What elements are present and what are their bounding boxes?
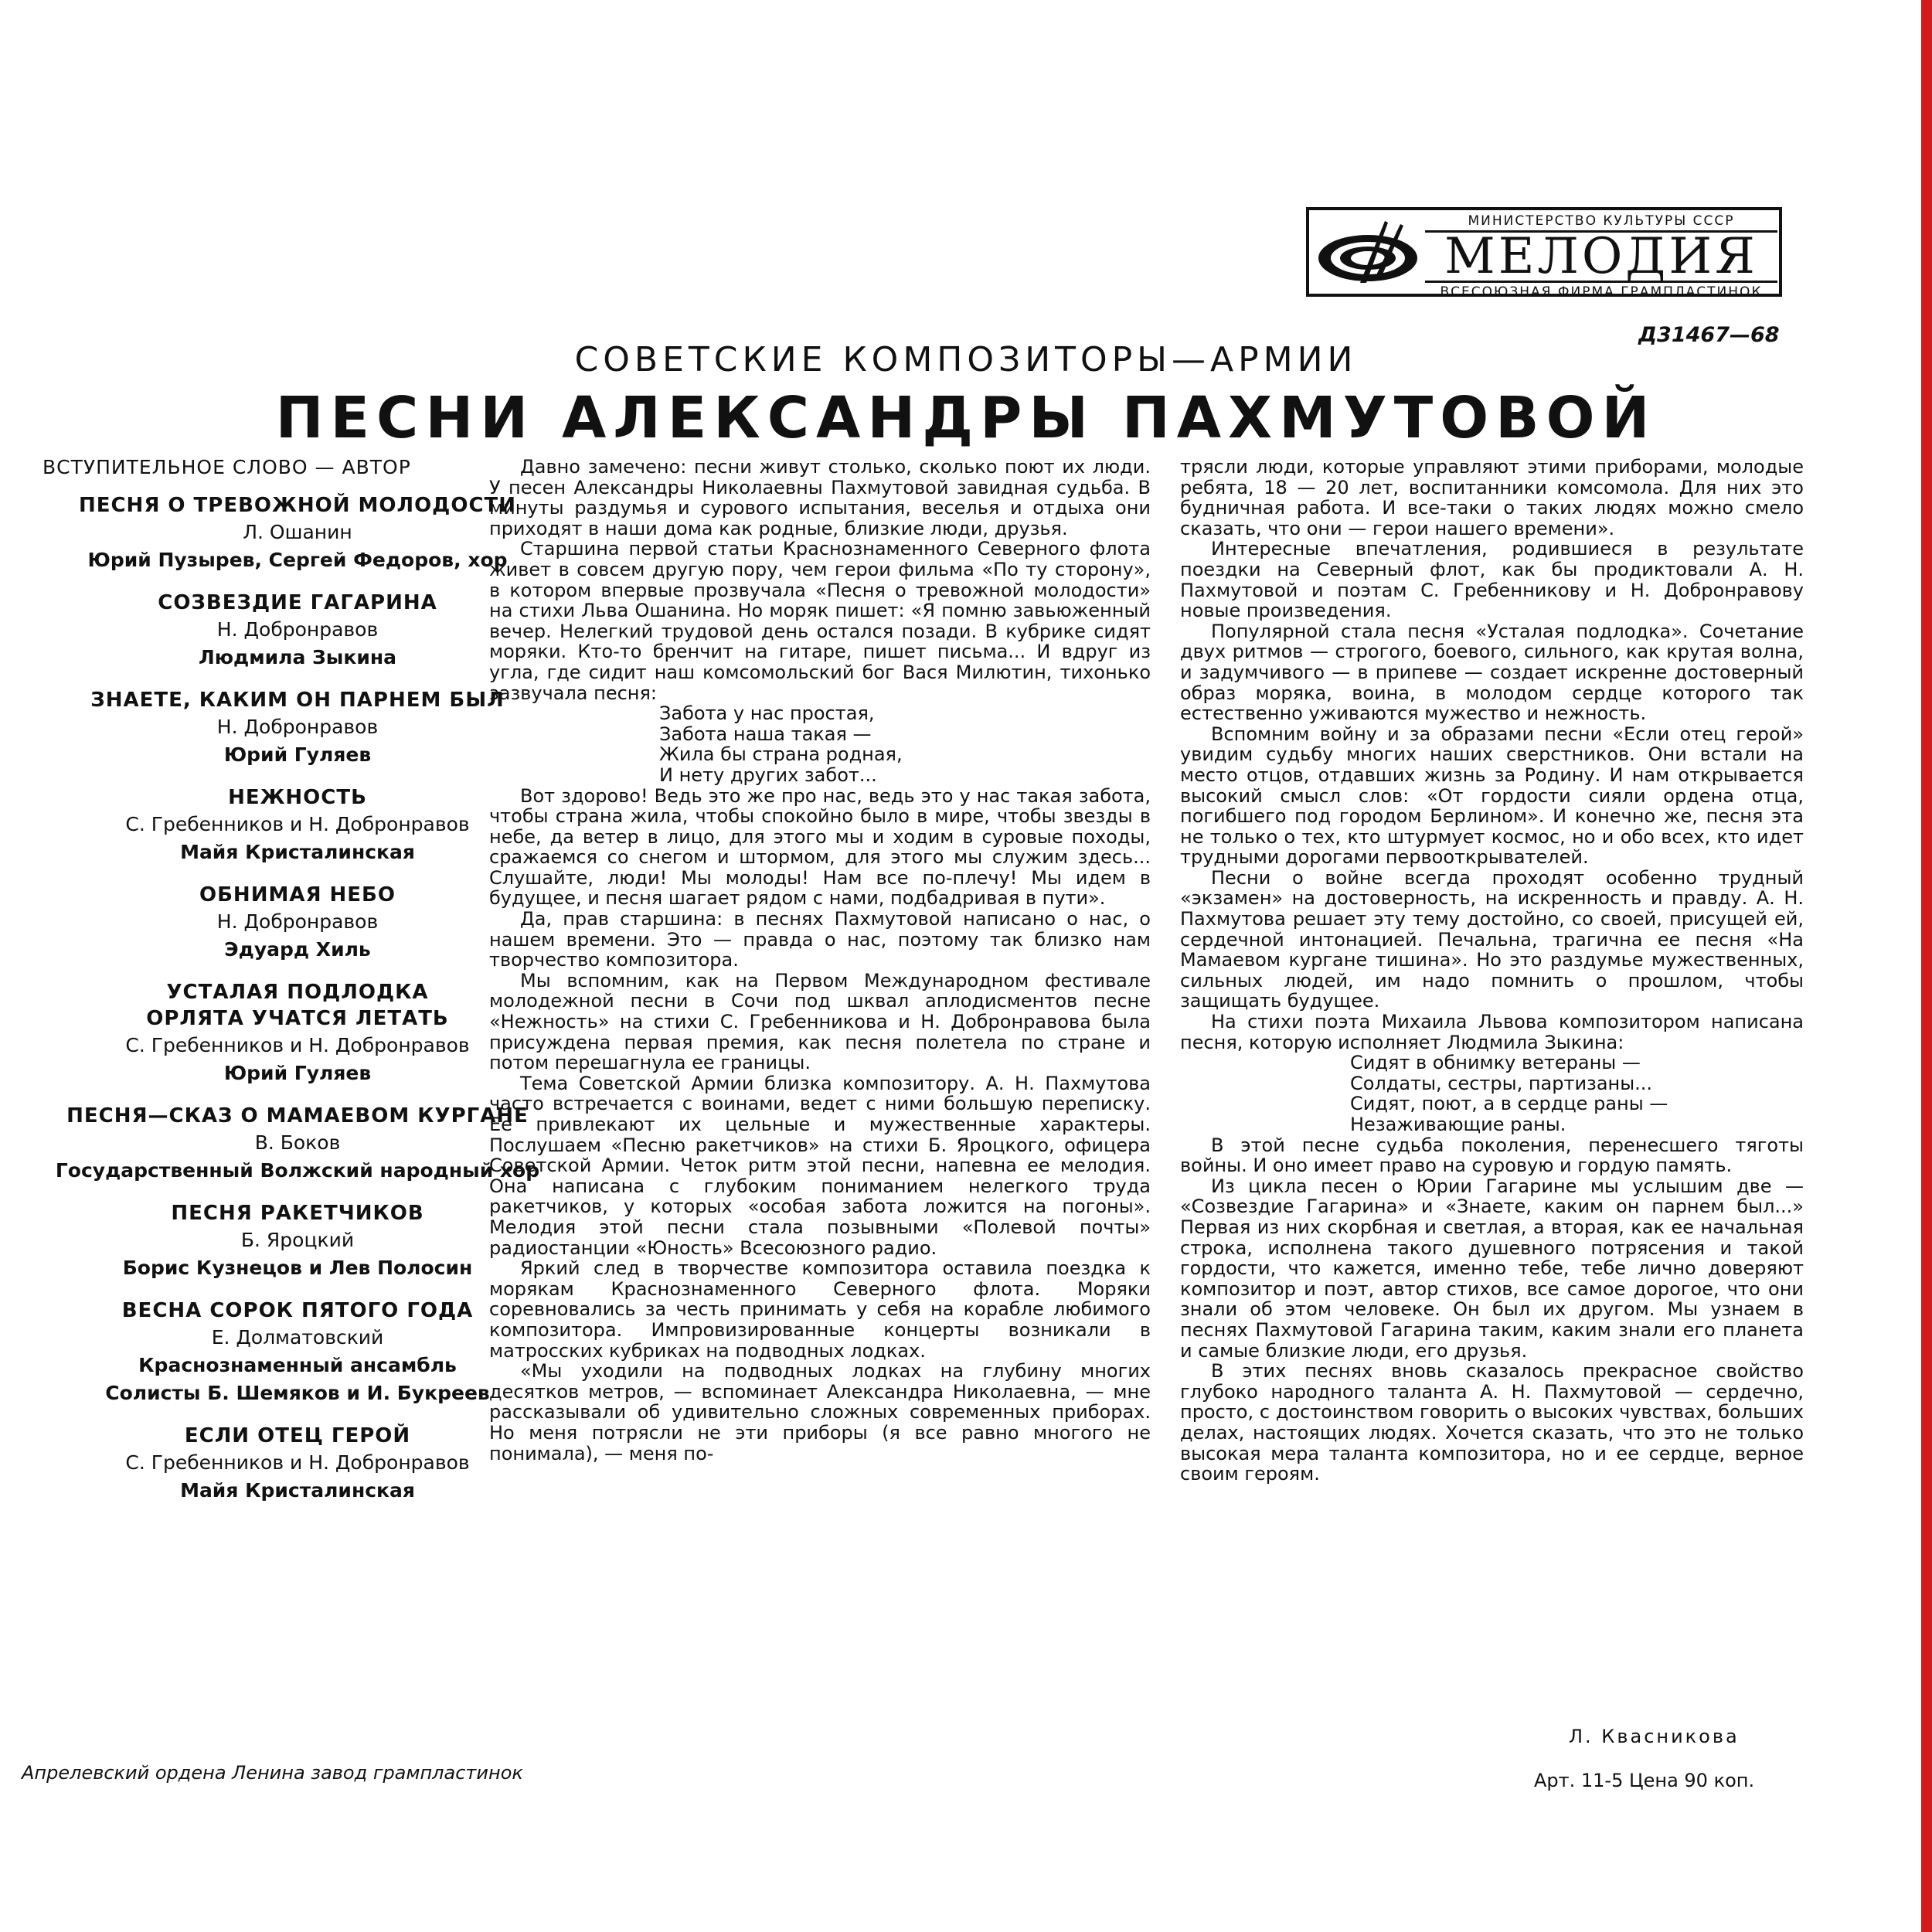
album-title: ПЕСНИ АЛЕКСАНДРЫ ПАХМУТОВОЙ <box>275 385 1657 451</box>
article-paragraph: Да, прав старшина: в песнях Пахмутовой написано о нас, о нашем времени. Это — правда о нас, поэтому так близко нам творчество композитора. <box>489 908 1151 971</box>
track-author: Б. Яроцкий <box>240 1229 355 1251</box>
verse-line: Забота наша такая — <box>659 723 872 745</box>
track-author: С. Гребенников и Н. Добронравов <box>125 1034 470 1056</box>
track-performer: Борис Кузнецов и Лев Полосин <box>122 1257 473 1279</box>
price-note: Арт. 11-5 Цена 90 коп. <box>1534 1770 1755 1791</box>
track-title: ОРЛЯТА УЧАТСЯ ЛЕТАТЬ <box>146 1007 449 1030</box>
melodiya-logo <box>1306 207 1782 300</box>
article-paragraph: Вот здорово! Ведь это же про нас, ведь это у нас такая забота, чтобы страна жила, чтобы спокойно было в мире, чтобы звезды в небе, да ветер в лицо, для этого мы и ходим в суровые походы, сражаемся со снегом и штормом, для этого мы служим здесь... Слушайте, люди! Мы молоды! Нам все по-плечу! Мы идем в будущее, и песня шагает рядом с нами, подбадривая в пути». <box>489 784 1151 910</box>
article-paragraph: Популярной стала песня «Усталая подлодка». Сочетание двух ритмов — строгого, боевого, сильного, как крутая волна, и задумчивого — в припеве — создает искренне достоверный образ моряка, воина, в молодом сердце которого так естественно уживаются мужество и нежность. <box>1180 620 1804 725</box>
track-title: ПЕСНЯ—СКАЗ О МАМАЕВОМ КУРГАНЕ <box>66 1104 529 1128</box>
logo-firm: ВСЕСОЮЗНАЯ ФИРМА ГРАМПЛАСТИНОК <box>1425 281 1777 300</box>
article-paragraph: Давно замечено: песни живут столько, сколько поют их люди. У песен Александры Николаевны Пахмутовой завидная судьба. В минуты раздумья и сурового испытания, веселья и отдыха они приходят в наши дома как родные, близкие люди, друзья. <box>489 456 1151 539</box>
article-paragraph: В этой песне судьба поколения, перенесшего тяготы войны. И оно имеет право на суровую и гордую память. <box>1180 1134 1804 1177</box>
track-performer: Краснознаменный ансамбль <box>138 1354 457 1376</box>
article-paragraph: Интересные впечатления, родившиеся в результате поездки на Северный флот, как бы продиктовали А. Н. Пахмутовой и поэтам С. Гребенникову и Н. Добронравову новые произведения. <box>1180 538 1804 622</box>
verse-line: Сидят в обнимку ветераны — <box>1350 1052 1641 1074</box>
track-author: С. Гребенников и Н. Добронравов <box>125 813 470 835</box>
article-paragraph: Тема Советской Армии близка композитору. А. Н. Пахмутова часто встречается с воинами, ведет с ними большую переписку. Ее привлекают их цельные и мужественные характеры. Послушаем «Песню ракетчиков» на стихи Б. Яроцкого, офицера Советской Армии. Четок ритм этой песни, напевна ее мелодия. Она написана с глубоким пониманием нелегкого труда ракетчиков, у которых «особая забота ложится на погоны». Мелодия этой песни стала позывными «Полевой почты» радиостанции «Юность» Всесоюзного радио. <box>489 1072 1151 1259</box>
verse-line: И нету других забот... <box>659 764 877 786</box>
track-title: ПЕСНЯ РАКЕТЧИКОВ <box>171 1202 424 1225</box>
track-performer: Людмила Зыкина <box>198 646 397 668</box>
track-author: В. Боков <box>254 1131 341 1154</box>
track-title: ЕСЛИ ОТЕЦ ГЕРОЙ <box>184 1424 411 1447</box>
track-performer: Эдуард Хиль <box>224 938 371 961</box>
factory-note: Апрелевский ордена Ленина завод грампластинок <box>22 1762 523 1784</box>
track-author: Л. Ошанин <box>243 521 352 543</box>
logo-name: МЕЛОДИЯ <box>1444 228 1758 285</box>
article-paragraph: Вспомним войну и за образами песни «Если отец герой» увидим судьбу многих наших сверстников. Они встали на место отцов, отдавших жизнь за Родину. И нам открывается высокий смысл слов: «От гордости сияли ордена отца, погибшего под городом Берлином». И конечно же, песня эта не только о тех, кто штурмует космос, но и обо всех, кто идет трудными дорогами первооткрывателей. <box>1180 723 1804 869</box>
tracklist-intro: ВСТУПИТЕЛЬНОЕ СЛОВО — АВТОР <box>43 456 411 478</box>
track-author: Е. Долматовский <box>211 1326 384 1349</box>
verse-line: Жила бы страна родная, <box>659 743 903 766</box>
verse-line: Незаживающие раны. <box>1350 1114 1566 1135</box>
article-paragraph: Яркий след в творчестве композитора оставила поездка к морякам Краснознаменного Северного флота. Моряки соревновались за честь принимать у себя на корабле любимого композитора. Импровизированные концерты возникали в матросских кубриках на подводных лодках. <box>489 1257 1151 1362</box>
track-title: СОЗВЕЗДИЕ ГАГАРИНА <box>158 591 437 614</box>
article-paragraph: «Мы уходили на подводных лодках на глубину многих десятков метров, — вспоминает Александра Николаевна, — мне рассказывали об удивительно сложных современных приборах. Но меня потрясли не эти приборы (я все равно многого не понимала), — меня по- <box>489 1360 1151 1464</box>
track-performer: Государственный Волжский народный хор <box>55 1159 540 1182</box>
track-performer: Юрий Пузырев, Сергей Федоров, хор <box>87 549 508 571</box>
article-signature: Л. Квасникова <box>1569 1726 1740 1747</box>
track-author: Н. Добронравов <box>216 910 379 933</box>
track-author: Н. Добронравов <box>216 716 379 738</box>
verse-line: Забота у нас простая, <box>659 702 875 725</box>
article-column-1 <box>489 457 1151 1464</box>
track-performer: Солисты Б. Шемяков и И. Букреев <box>105 1382 490 1404</box>
logo-ministry: МИНИСТЕРСТВО КУЛЬТУРЫ СССР <box>1425 213 1777 233</box>
track-performer: Майя Кристалинская <box>180 1479 415 1502</box>
track-title: ОБНИМАЯ НЕБО <box>199 883 396 906</box>
track-title: ВЕСНА СОРОК ПЯТОГО ГОДА <box>121 1299 474 1322</box>
series-subtitle: СОВЕТСКИЕ КОМПОЗИТОРЫ—АРМИИ <box>574 340 1358 379</box>
track-performer: Юрий Гуляев <box>223 1062 372 1084</box>
verse-line: Сидят, поют, а в сердце раны — <box>1350 1093 1668 1115</box>
article-paragraph: трясли люди, которые управляют этими приборами, молодые ребята, 18 — 20 лет, воспитанники комсомола. Для них это будничная работа. И все-таки о таких людях можно смело сказать, что они — герои нашего времени». <box>1180 456 1804 539</box>
track-title: НЕЖНОСТЬ <box>228 786 367 809</box>
article-paragraph: На стихи поэта Михаила Львова композитором написана песня, которую исполняет Людмила Зыкина: <box>1180 1011 1804 1053</box>
article-column-2 <box>1180 457 1804 1485</box>
track-title: УСТАЛАЯ ПОДЛОДКА <box>166 981 429 1004</box>
track-performer: Юрий Гуляев <box>223 743 372 766</box>
article-paragraph: Песни о войне всегда проходят особенно трудный «экзамен» на достоверность, на искренность и правду. А. Н. Пахмутова решает эту тему достойно, со своей, присущей ей, сердечной интонацией. Печальна, трагична ее песня «На Мамаевом кургане тишина». Но это раздумье мужественных, сильных людей, им надо помнить о прошлом, чтобы защищать будущее. <box>1180 866 1804 1012</box>
catalog-number: Д31467—68 <box>1638 323 1780 347</box>
track-title: ЗНАЕТЕ, КАКИМ ОН ПАРНЕМ БЫЛ <box>90 689 505 712</box>
article-paragraph: Старшина первой статьи Краснознаменного Северного флота живет в совсем другую пору, чем герои фильма «По ту сторону», в котором впервые прозвучала «Песня о тревожной молодости» на стихи Льва Ошанина. Но моряк пишет: «Я помню завьюженный вечер. Нелегкий трудовой день остался позади. В кубрике сидят моряки. Кто-то бренчит на гитаре, пишет письма... И вдруг из угла, где сидит наш комсомольский бог Вася Милютин, тихонько зазвучала песня: <box>489 538 1151 704</box>
track-title: ПЕСНЯ О ТРЕВОЖНОЙ МОЛОДОСТИ <box>78 494 517 517</box>
verse-line: Солдаты, сестры, партизаны... <box>1350 1072 1653 1094</box>
track-author: С. Гребенников и Н. Добронравов <box>125 1451 470 1474</box>
melodiya-emblem-icon <box>1314 215 1422 292</box>
sleeve-red-edge <box>1921 0 1932 1932</box>
track-performer: Майя Кристалинская <box>180 841 415 863</box>
article-paragraph: Мы вспомним, как на Первом Международном фестивале молодежной песни в Сочи под шквал аплодисментов песне «Нежность» на стихи С. Гребенникова и Н. Добронравова была присуждена первая премия, как песня полетела по стране и потом перешагнула ее границы. <box>489 969 1151 1074</box>
article-paragraph: Из цикла песен о Юрии Гагарине мы услышим две — «Созвездие Гагарина» и «Знаете, каким он парнем был...» Первая из них скорбная и светлая, а вторая, как ее начальная строка, исполнена такого душевного потрясения и такой гордости, что кажется, именно тебе, тебе лично доверяют композитор и поэт, автор стихов, все самое дорогое, что они знали об этом человеке. Он был их другом. Мы узнаем в песнях Пахмутовой Гагарина таким, каким знали его планета и самые близкие люди, его друзья. <box>1180 1175 1804 1362</box>
article-paragraph: В этих песнях вновь сказалось прекрасное свойство глубоко народного таланта А. Н. Пахмутовой — сердечно, просто, с достоинством говорить о высоких чувствах, больших делах, настоящих людях. Хочется сказать, что это не только высокая мера таланта композитора, но и ее сердце, верное своим героям. <box>1180 1360 1804 1485</box>
track-author: Н. Добронравов <box>216 618 379 641</box>
